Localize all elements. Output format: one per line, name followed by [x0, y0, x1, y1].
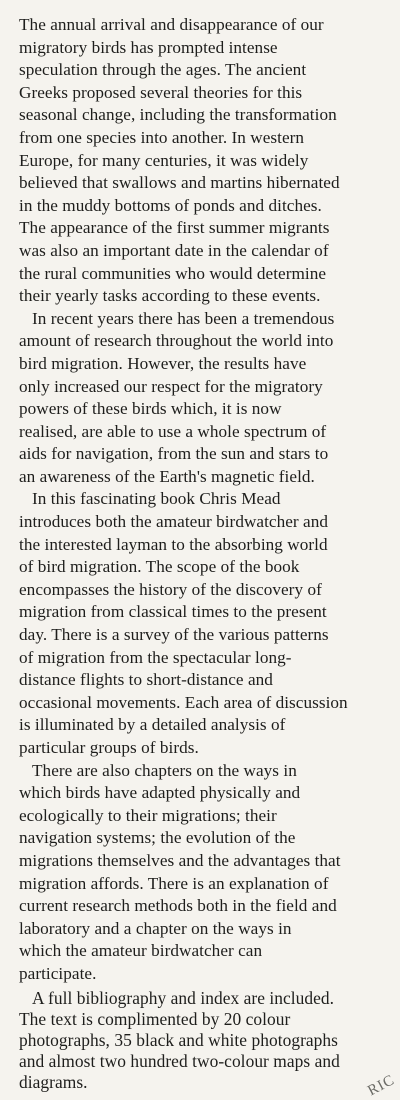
- text-line: and almost two hundred two-colour maps and: [19, 1051, 340, 1072]
- text-line: bird migration. However, the results have: [19, 353, 307, 373]
- text-line: is illuminated by a detailed analysis of: [19, 715, 286, 735]
- text-line: laboratory and a chapter on the ways in: [19, 918, 292, 938]
- text-line: Greeks proposed several theories for this: [19, 82, 303, 102]
- text-line: navigation systems; the evolution of the: [19, 828, 296, 848]
- text-line: their yearly tasks according to these events.: [19, 286, 321, 306]
- text-line: current research methods both in the field and: [19, 896, 337, 916]
- text-line: The annual arrival and disappearance of our: [19, 15, 324, 34]
- text-line: The appearance of the first summer migrants: [19, 218, 330, 238]
- text-line: believed that swallows and martins hibernated: [19, 173, 340, 193]
- paragraph-book-scope: [19, 488, 393, 759]
- text-line: occasional movements. Each area of discussion: [19, 692, 348, 712]
- text-line: realised, are able to use a whole spectrum of: [19, 421, 327, 441]
- text-line: introduces both the amateur birdwatcher and: [19, 512, 329, 532]
- text-line: the rural communities who would determine: [19, 263, 327, 283]
- text-line: migration from classical times to the present: [19, 602, 327, 622]
- text-line: In recent years there has been a tremendous: [32, 308, 335, 328]
- paragraph-chapters: [19, 760, 393, 986]
- text-line: There are also chapters on the ways in: [32, 760, 297, 780]
- blurb-text: [19, 14, 393, 1094]
- text-line: migration affords. There is an explanation of: [19, 873, 329, 893]
- text-line: which the amateur birdwatcher can: [19, 941, 263, 961]
- text-line: speculation through the ages. The ancient: [19, 60, 307, 80]
- corner-fragment-text: RIC: [365, 1071, 398, 1100]
- text-line: participate.: [19, 963, 97, 983]
- text-line: Europe, for many centuries, it was widely: [19, 150, 309, 170]
- text-line: encompasses the history of the discovery of: [19, 579, 322, 599]
- text-line: in the muddy bottoms of ponds and ditches.: [19, 195, 322, 215]
- text-line: migratory birds has prompted intense: [19, 37, 278, 57]
- text-line: A full bibliography and index are included.: [32, 987, 335, 1008]
- text-line: an awareness of the Earth's magnetic field.: [19, 466, 315, 486]
- text-line: diagrams.: [19, 1072, 88, 1093]
- paragraph-intro: [19, 14, 393, 308]
- text-line: of bird migration. The scope of the book: [19, 557, 300, 577]
- text-line: seasonal change, including the transformation: [19, 105, 337, 125]
- text-line: was also an important date in the calendar of: [19, 240, 329, 260]
- text-line: powers of these birds which, it is now: [19, 399, 282, 419]
- text-line: distance flights to short-distance and: [19, 670, 273, 690]
- paragraph-research: [19, 308, 393, 489]
- text-line: photographs, 35 black and white photographs: [19, 1029, 338, 1050]
- text-line: In this fascinating book Chris Mead: [32, 489, 281, 509]
- text-line: particular groups of birds.: [19, 738, 199, 757]
- text-line: aids for navigation, from the sun and stars to: [19, 444, 329, 464]
- text-line: amount of research throughout the world into: [19, 331, 334, 351]
- text-line: day. There is a survey of the various patterns: [19, 625, 329, 645]
- text-line: ecologically to their migrations; their: [19, 805, 277, 825]
- text-line: only increased our respect for the migratory: [19, 376, 323, 396]
- paragraph-bibliography: [19, 988, 393, 1094]
- text-line: migrations themselves and the advantages that: [19, 850, 341, 870]
- text-line: The text is complimented by 20 colour: [19, 1008, 291, 1029]
- text-line: from one species into another. In western: [19, 127, 305, 147]
- text-line: of migration from the spectacular long-: [19, 647, 292, 667]
- text-line: the interested layman to the absorbing world: [19, 534, 328, 554]
- text-line: which birds have adapted physically and: [19, 783, 301, 803]
